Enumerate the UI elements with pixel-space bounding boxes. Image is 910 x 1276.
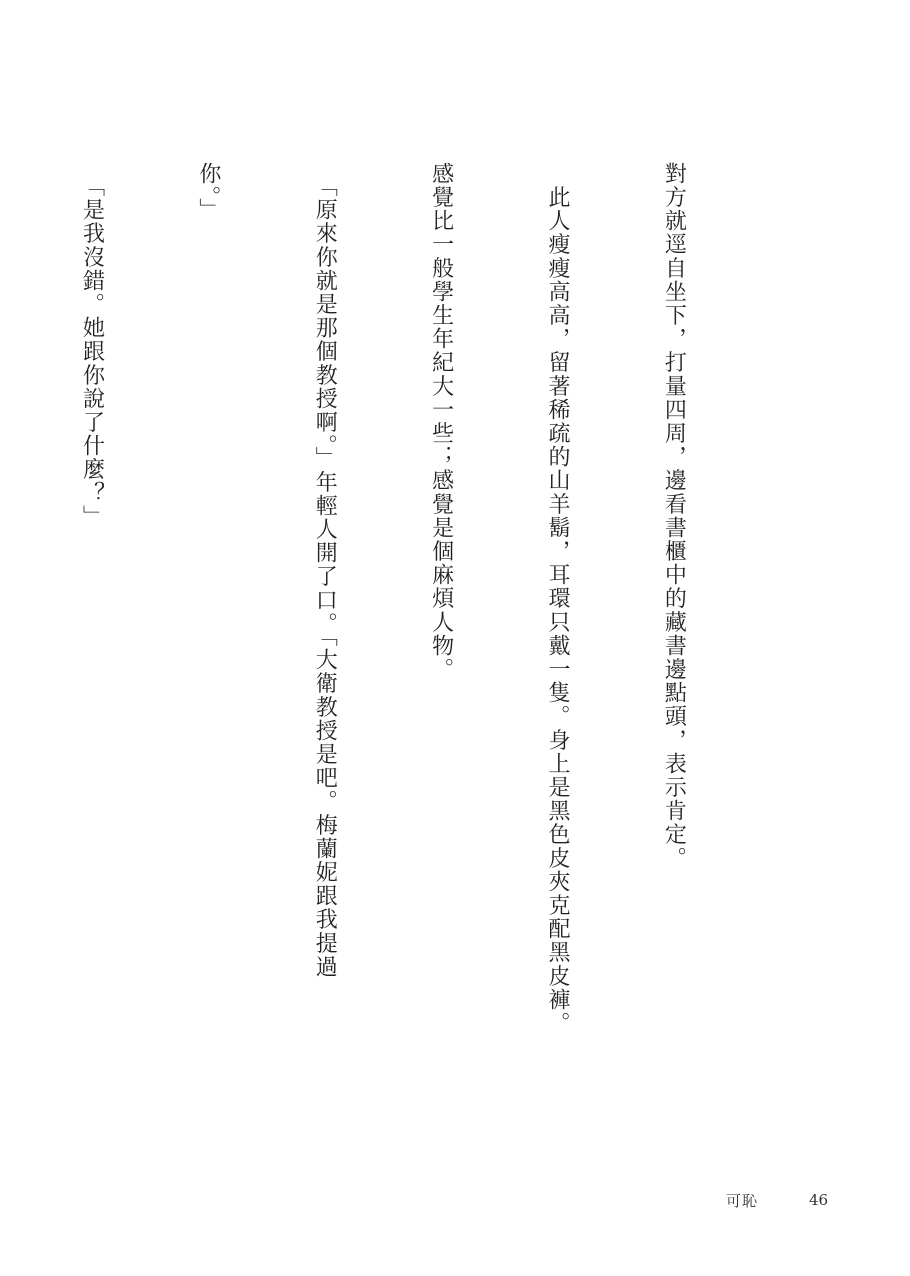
vertical-text-block bbox=[0, 162, 770, 1062]
paragraph: 對方就逕自坐下，打量四周，邊看書櫃中的藏書邊點頭，表示肯定。 bbox=[661, 162, 687, 870]
paragraph: 「原來你就是那個教授啊。」年輕人開了口。「大衛教授是吧。梅蘭妮跟我提過 bbox=[312, 162, 338, 979]
paragraph: 感覺比一般學生年紀大一些；感覺是個麻煩人物。 bbox=[428, 162, 454, 682]
paragraph: 你。」 bbox=[195, 162, 221, 222]
paragraph: 「是我沒錯。她跟你說了什麼？」 bbox=[79, 162, 105, 529]
paragraph: 此人瘦瘦高高，留著稀疏的山羊鬍，耳環只戴一隻。身上是黑色皮夾克配黑皮褲。 bbox=[545, 162, 571, 1036]
running-footer-title: 可恥 bbox=[726, 1192, 759, 1210]
page-number: 46 bbox=[809, 1191, 829, 1209]
